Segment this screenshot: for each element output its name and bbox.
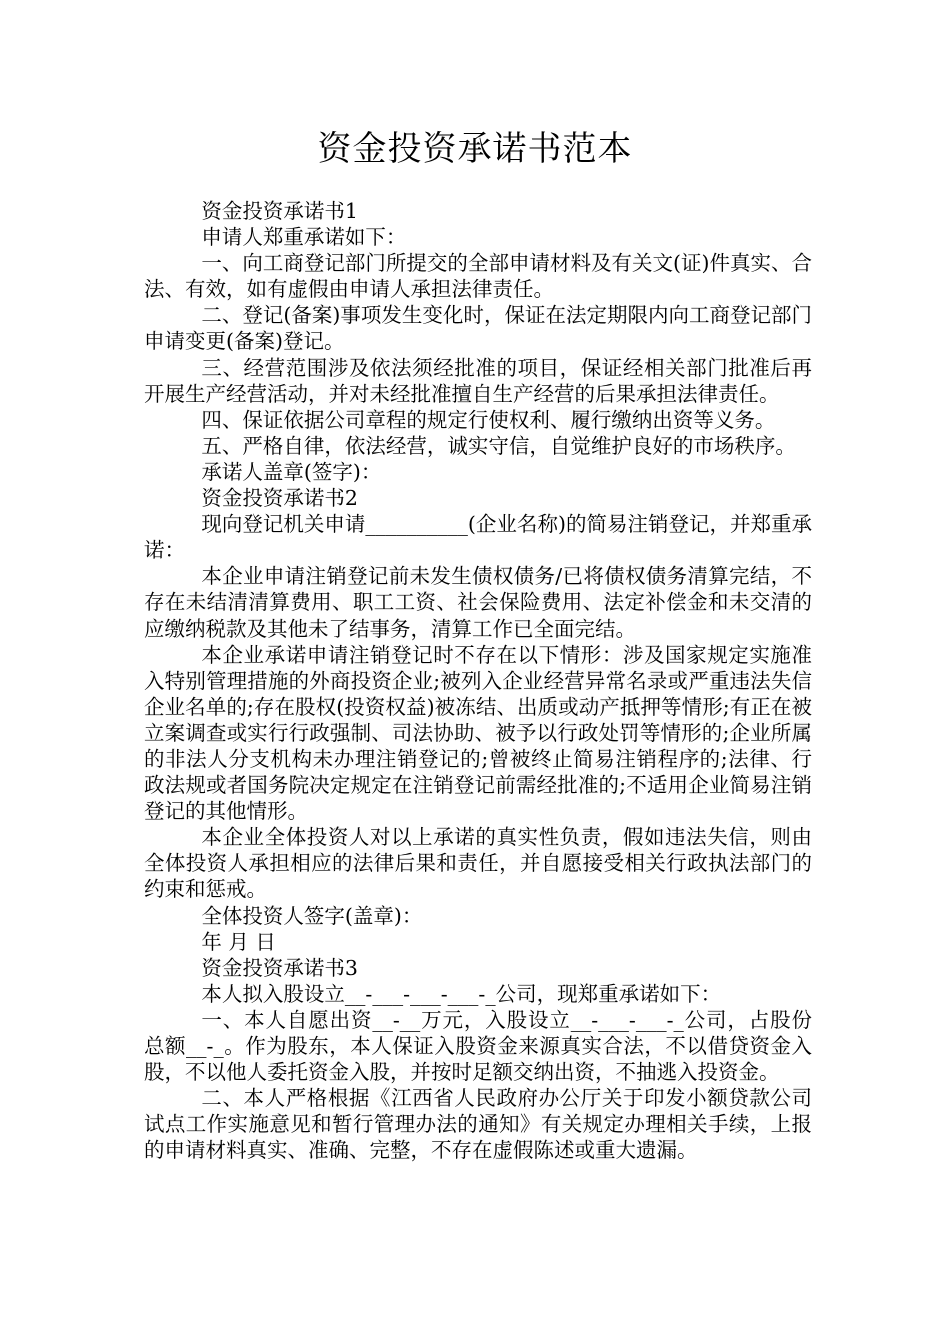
section-heading-3: 资金投资承诺书3: [201, 955, 358, 980]
paragraph: 二、本人严格根据《江西省人民政府办公厅关于印发小额贷款公司试点工作实施意见和暂行管理办法的通知》有关规定办理相关手续，上报的申请材料真实、准确、完整，不存在虚假陈述或重大遗漏。: [144, 1086, 812, 1163]
paragraph: 申请人郑重承诺如下：: [201, 225, 407, 250]
signature-line: 全体投资人签字(盖章)：: [201, 903, 423, 928]
document-title: 资金投资承诺书范本: [317, 129, 633, 169]
paragraph: 二、登记(备案)事项发生变化时，保证在法定期限内向工商登记部门申请变更(备案)登记。: [144, 303, 812, 354]
section-heading-2: 资金投资承诺书2: [201, 486, 358, 511]
paragraph: 本企业全体投资人对以上承诺的真实性负责，假如违法失信，则由全体投资人承担相应的法律后果和责任，并自愿接受相关行政执法部门的约束和惩戒。: [144, 825, 812, 902]
paragraph: 一、向工商登记部门所提交的全部申请材料及有关文(证)件真实、合法、有效，如有虚假由申请人承担法律责任。: [144, 251, 812, 302]
paragraph: 一、本人自愿出资__-__万元，入股设立__-___-___-_公司，占股份总额__-_。作为股东，本人保证入股资金来源真实合法，不以借贷资金入股，不以他人委托资金入股，并按时足额交纳出资，不抽逃入投资金。: [144, 1007, 812, 1085]
paragraph: 三、经营范围涉及依法须经批准的项目，保证经相关部门批准后再开展生产经营活动，并对未经批准擅自生产经营的后果承担法律责任。: [144, 355, 812, 406]
paragraph: 现向登记机关申请__________(企业名称)的简易注销登记，并郑重承诺：: [144, 512, 812, 563]
date-line: 年 月 日: [201, 929, 276, 954]
section-heading-1: 资金投资承诺书1: [201, 199, 358, 223]
paragraph: 本企业承诺申请注销登记时不存在以下情形：涉及国家规定实施准入特别管理措施的外商投资企业;被列入企业经营异常名录或严重违法失信企业名单的;存在股权(投资权益)被冻结、出质或动产抵押等情形;有正在被立案调查或实行行政强制、司法协助、被予以行政处罚等情形的;企业所属的非法人分支机构未办理注销登记的;曾被终止简易注销程序的;法律、行政法规或者国务院决定规定在注销登记前需经批准的;不适用企业简易注销登记的其他情形。: [144, 642, 812, 824]
signature-line: 承诺人盖章(签字)：: [201, 459, 382, 484]
paragraph: 本企业申请注销登记前未发生债权债务/已将债权债务清算完结，不存在未结清清算费用、职工工资、社会保险费用、法定补偿金和未交清的应缴纳税款及其他未了结事务，清算工作已全面完结。: [144, 564, 812, 641]
paragraph: 五、严格自律，依法经营，诚实守信，自觉维护良好的市场秩序。: [201, 433, 796, 458]
paragraph: 四、保证依据公司章程的规定行使权利、履行缴纳出资等义务。: [201, 407, 776, 432]
document-body: [144, 198, 812, 1163]
paragraph: 本人拟入股设立__-___-___-___-_公司，现郑重承诺如下：: [201, 981, 722, 1006]
